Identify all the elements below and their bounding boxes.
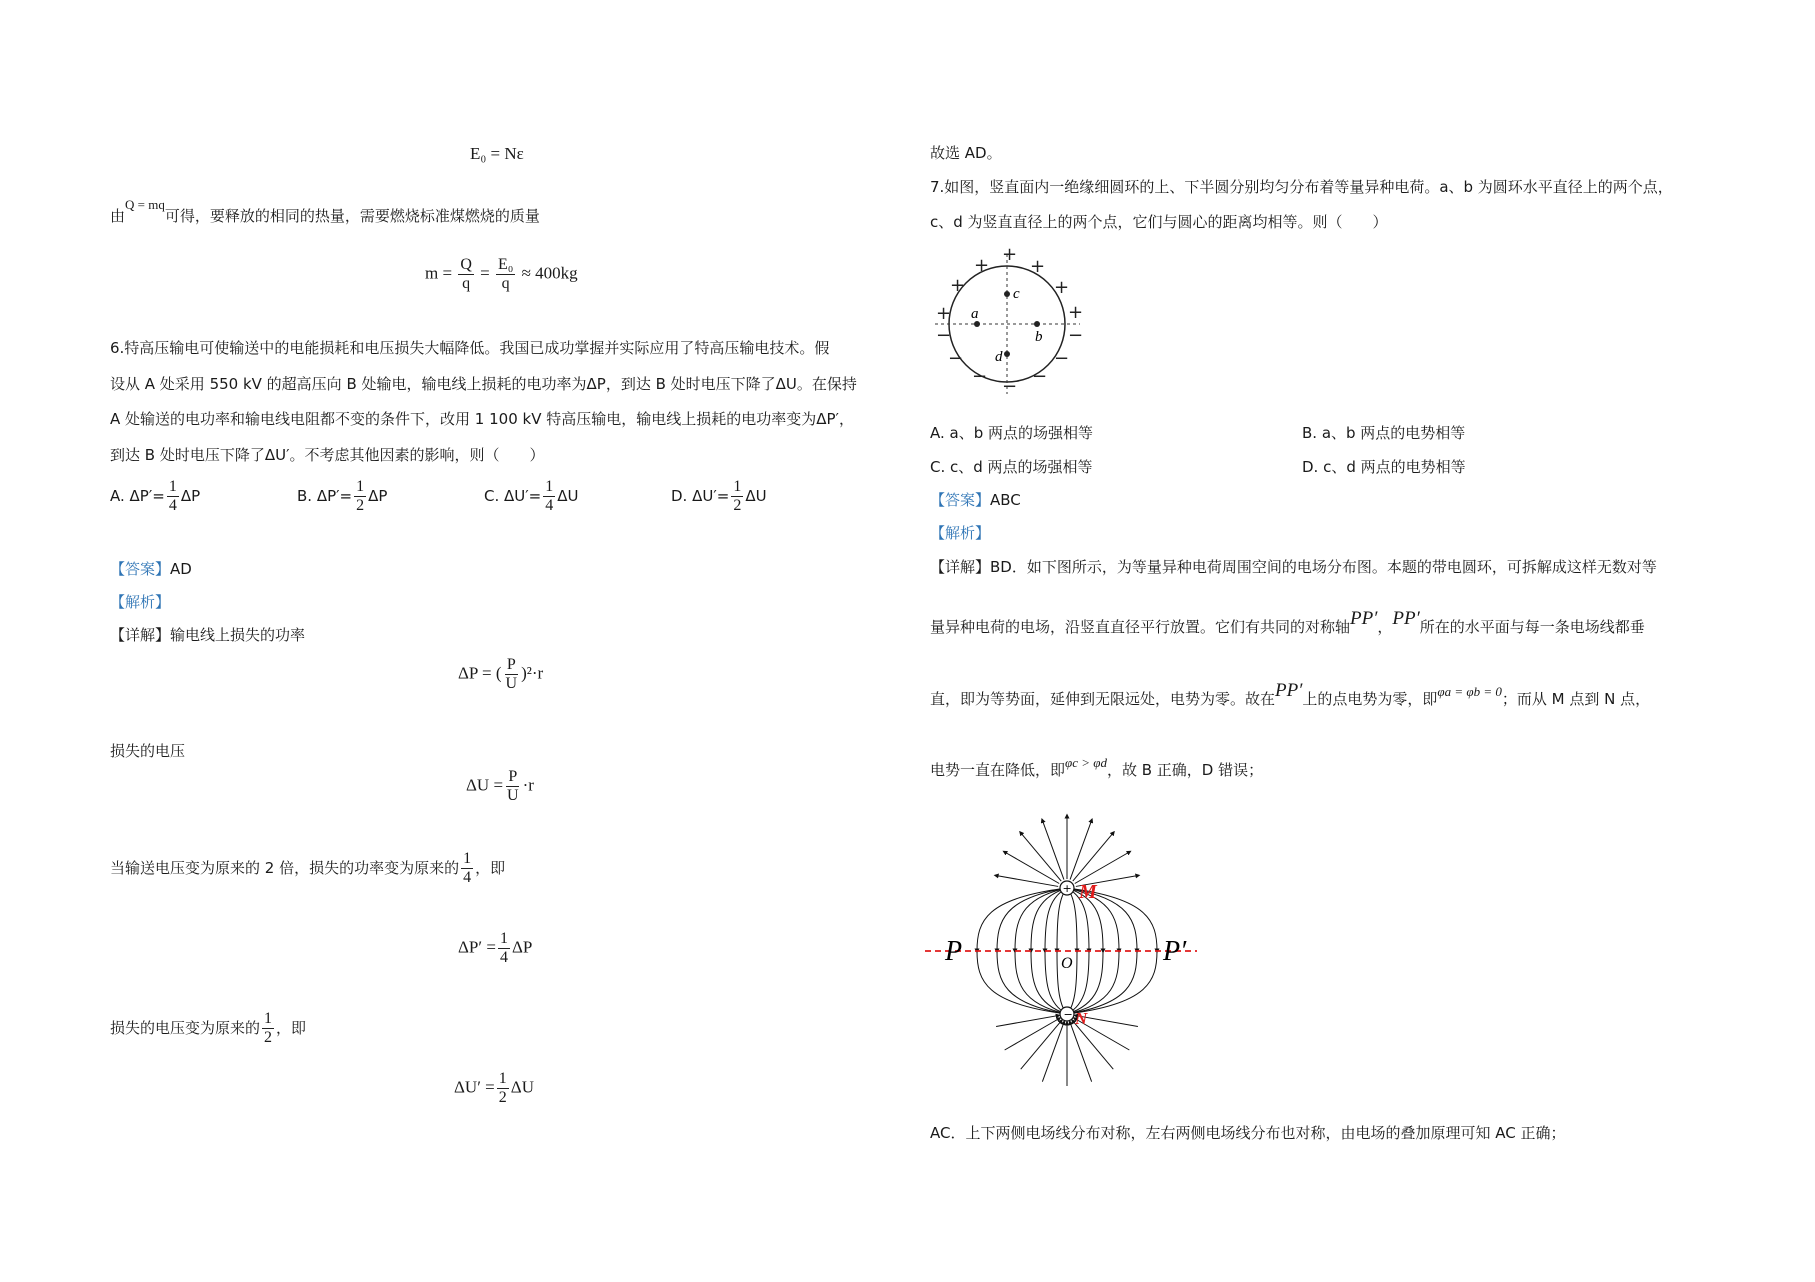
frac-den: 2 [498, 1089, 507, 1106]
frac-den: U [507, 787, 519, 804]
plus-sign: + [974, 255, 990, 276]
detail-text: 直，即为等势面，延伸到无限远处，电势为零。故在 [930, 690, 1276, 708]
loss-voltage-label: 损失的电压 [110, 742, 186, 760]
field-line [1021, 1021, 1061, 1069]
ac-conclusion: AC．上下两侧电场线分布对称，左右两侧电场线分布也对称，由电场的叠加原理可知 AC 正确； [930, 1124, 1566, 1142]
minus-sign: − [948, 348, 964, 369]
frac-num: Q [460, 256, 472, 273]
plus-sign: + [1062, 882, 1072, 895]
q7-option-c: C. c、d 两点的场强相等 [930, 458, 1093, 476]
charged-ring-diagram [930, 244, 1100, 404]
frac-den: 2 [733, 497, 742, 514]
q7-detail-line3 [930, 680, 1651, 710]
point-c-dot [1004, 291, 1010, 297]
label-a: a [971, 306, 979, 322]
label-c: c [1013, 286, 1020, 302]
opt-post: ΔP [368, 487, 388, 505]
point-d-dot [1004, 351, 1010, 357]
equation-dp [458, 656, 543, 693]
opt-post: ΔU [557, 487, 579, 505]
when-line [110, 850, 505, 887]
q7-line2: c、d 为竖直直径上的两个点，它们与圆心的距离均相等。则（ ） [930, 213, 1388, 231]
mass-rhs: ≈ 400kg [521, 263, 578, 283]
opt-pre: C. ΔU′= [484, 487, 542, 505]
du-lhs: ΔU = [466, 775, 504, 795]
frac-num: 1 [545, 478, 554, 495]
answer-value: ABC [990, 491, 1021, 509]
dipole-field-diagram [925, 808, 1205, 1088]
loss-v2-post: ，即 [276, 1019, 307, 1037]
frac-num: 1 [498, 1070, 507, 1087]
detail-text: ；而从 M 点到 N 点， [1501, 690, 1651, 708]
text-you-post: 可得，要释放的相同的热量，需要燃烧标准煤燃烧的质量 [164, 207, 540, 225]
derivation-line [110, 197, 540, 226]
frac-den: 4 [499, 949, 508, 966]
frac-den: q [462, 275, 471, 292]
field-line [1073, 833, 1113, 881]
detail-tag: 【详解】 [110, 626, 171, 644]
detail-text: ，故 B 正确，D 错误； [1106, 761, 1264, 779]
equation-phi-compare: φc > φd [1065, 755, 1107, 770]
q7-option-b: B. a、b 两点的电势相等 [1302, 424, 1466, 442]
q7-detail-line1: 【详解】BD．如下图所示，为等量异种电荷周围空间的电场分布图。本题的带电圆环，可拆解成这样无数对等 [930, 558, 1657, 576]
label-n: N [1075, 1009, 1088, 1028]
du-rhs: ·r [522, 775, 534, 795]
plus-sign: + [1002, 244, 1018, 265]
detail-comma: ， [1377, 618, 1393, 636]
choose-ad: 故选 AD。 [930, 144, 1002, 162]
label-d: d [995, 349, 1003, 365]
equation-q-mq: Q = mq [125, 197, 165, 212]
label-o: O [1061, 955, 1073, 972]
minus-sign: − [972, 366, 988, 387]
detail-text: 上的点电势为零，即 [1302, 690, 1438, 708]
frac-den: 4 [545, 497, 554, 514]
q7-option-a: A. a、b 两点的场强相等 [930, 424, 1094, 442]
answer-tag: 【答案】 [110, 560, 171, 578]
du2-rhs: ΔU [510, 1077, 534, 1097]
q7-analysis-tag: 【解析】 [930, 524, 991, 542]
plus-sign: + [1054, 277, 1070, 298]
opt-post: ΔU [745, 487, 767, 505]
answer-value: AD [170, 560, 192, 578]
detail-text: 电势一直在降低，即 [930, 761, 1066, 779]
frac-den: 2 [356, 497, 365, 514]
frac-den: q [501, 275, 510, 292]
q6-detail [110, 624, 305, 645]
answer-tag: 【答案】 [930, 491, 991, 509]
equation-du [466, 768, 534, 805]
symbol-pp: PP′ [1275, 680, 1303, 701]
dp-lhs: ΔP = ( [458, 663, 502, 683]
frac-num: 1 [463, 850, 472, 867]
q6-analysis-tag: 【解析】 [110, 593, 171, 611]
symbol-pp: PP′ [1350, 608, 1378, 629]
q7-detail-line2 [930, 608, 1645, 638]
q6-line3: A 处输送的电功率和输电线电阻都不变的条件下，改用 1 100 kV 特高压输电，输电线上损耗的电功率变为ΔP′， [110, 410, 854, 428]
plus-sign: + [950, 275, 966, 296]
field-line [1021, 833, 1061, 881]
q7-detail-line4 [930, 755, 1264, 780]
equation-dp2 [458, 930, 532, 967]
point-b-dot [1034, 321, 1040, 327]
q6-line1: 6.特高压输电可使输送中的电能损耗和电压损失大幅降低。我国已成功掌握并实际应用了特高压输电技术。假 [110, 339, 830, 357]
q7-option-d: D. c、d 两点的电势相等 [1302, 458, 1466, 476]
dp-rhs: )²·r [521, 663, 544, 683]
frac-num: E₀ [497, 256, 514, 273]
label-m: M [1079, 881, 1097, 903]
frac-num: 1 [733, 478, 742, 495]
when-post: ，即 [475, 859, 506, 877]
frac-num: 1 [356, 478, 365, 495]
dp2-rhs: ΔP [511, 937, 533, 957]
detail-text: 量异种电荷的电场，沿竖直直径平行放置。它们有共同的对称轴 [930, 618, 1351, 636]
q6-option-c [484, 478, 578, 515]
equation-e0: E₀ = Nε [470, 144, 524, 163]
q6-option-d [671, 478, 767, 515]
q7-answer [930, 489, 1021, 510]
equation-mass [425, 256, 578, 293]
minus-sign: − [1054, 348, 1070, 369]
minus-sign: − [1002, 376, 1018, 397]
q6-line4: 到达 B 处时电压下降了ΔU′。不考虑其他因素的影响，则（ ） [110, 446, 545, 464]
when-text: 当输送电压变为原来的 2 倍，损失的功率变为原来的 [110, 859, 460, 877]
frac-den: 2 [264, 1029, 273, 1046]
plus-sign: + [936, 303, 952, 324]
frac-num: P [508, 768, 518, 785]
detail-text: 所在的水平面与每一条电场线都垂 [1419, 618, 1645, 636]
equation-phi-zero: φa = φb = 0 [1437, 684, 1502, 699]
label-p-prime: P′ [1163, 936, 1187, 967]
plus-sign: + [1030, 256, 1046, 277]
mass-lhs: m = [425, 263, 453, 283]
q6-answer [110, 558, 192, 579]
frac-den: U [505, 675, 518, 692]
opt-pre: A. ΔP′= [110, 487, 165, 505]
field-line [1070, 820, 1092, 879]
frac-den: 4 [463, 869, 472, 886]
minus-sign: − [1032, 366, 1048, 387]
label-b: b [1035, 329, 1043, 345]
minus-sign: − [936, 325, 952, 346]
q6-option-b [297, 478, 387, 515]
frac-num: 1 [264, 1010, 273, 1027]
opt-pre: D. ΔU′= [671, 487, 730, 505]
loss-voltage-line2 [110, 1010, 306, 1047]
opt-post: ΔP [180, 487, 201, 505]
mass-eq2: = [480, 263, 490, 283]
frac-num: 1 [168, 478, 177, 495]
equation-du2 [454, 1070, 534, 1107]
q7-line1: 7.如图，竖直面内一绝缘细圆环的上、下半圆分别均匀分布着等量异种电荷。a、b 为圆环水平直径上的两个点， [930, 178, 1673, 196]
plus-sign: + [1068, 302, 1084, 323]
loss-v2-text: 损失的电压变为原来的 [110, 1019, 261, 1037]
detail-text: 输电线上损失的功率 [170, 626, 306, 644]
q6-option-a [110, 478, 200, 515]
frac-num: P [506, 656, 516, 673]
minus-sign: − [1063, 1008, 1073, 1021]
opt-pre: B. ΔP′= [297, 487, 353, 505]
q6-line2: 设从 A 处采用 550 kV 的超高压向 B 处输电，输电线上损耗的电功率为ΔP，到达 B 处时电压下降了ΔU。在保持 [110, 375, 857, 393]
frac-den: 4 [168, 497, 177, 514]
text-you: 由 [110, 207, 126, 225]
dp2-lhs: ΔP′ = [458, 937, 496, 957]
field-line [1042, 820, 1064, 879]
label-p: P [945, 936, 963, 967]
minus-sign: − [1068, 325, 1084, 346]
field-line [1073, 1021, 1113, 1069]
du2-lhs: ΔU′ = [454, 1077, 495, 1097]
symbol-pp: PP′ [1392, 608, 1420, 629]
field-line [1070, 1022, 1092, 1081]
field-line [1042, 1022, 1064, 1081]
frac-num: 1 [499, 930, 508, 947]
